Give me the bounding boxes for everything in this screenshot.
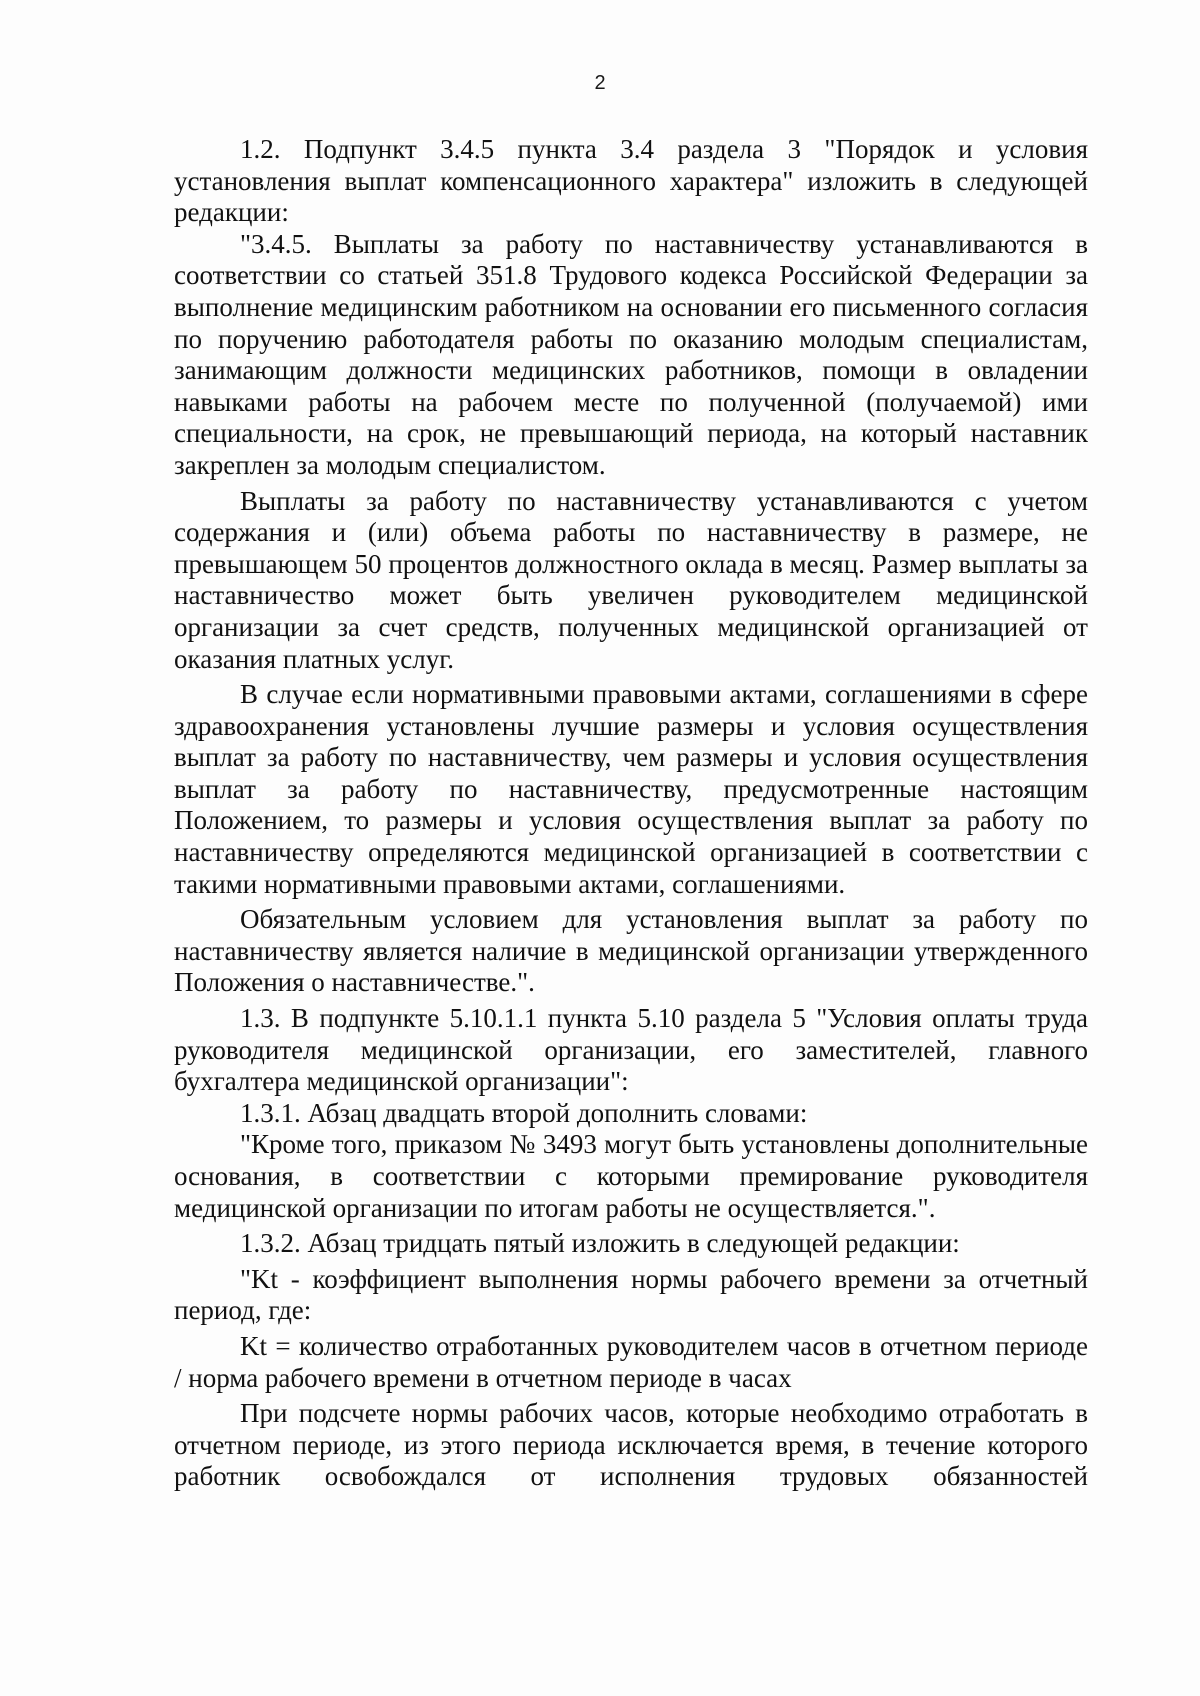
paragraph-1-3-2: 1.3.2. Абзац тридцать пятый изложить в следующей редакции: <box>240 1228 960 1259</box>
paragraph-mentoring-payments: Выплаты за работу по наставничеству устанавливаются с учетом содержания и (или) объема работы по наставничеству в размере, не превышающем 50 процентов должностного оклада в месяц. Размер выплаты за наставничество может быть увеличен руководителем медицинской организации за счет средств, полученных медицинской организацией от оказания платных услуг. <box>174 485 1088 674</box>
paragraph-order-3493: "Кроме того, приказом № 3493 могут быть установлены дополнительные основания, в соответствии с которыми премирование руководителя медицинской организации по итогам работы не осуществляется.". <box>174 1129 1088 1223</box>
document-body <box>174 134 1088 1493</box>
paragraph-3-4-5: "3.4.5. Выплаты за работу по наставничеству устанавливаются в соответствии со статьей 351.8 Трудового кодекса Российской Федерации за выполнение медицинским работником на основании его письменного согласия по поручению работодателя работы по оказанию молодым специалистам, занимающим должности медицинских работников, помощи в овладении навыками работы на рабочем месте по полученной (получаемой) ими специальности, на срок, не превышающий периода, на который наставник закреплен за молодым специалистом. <box>174 228 1088 480</box>
paragraph-mandatory-condition: Обязательным условием для установления выплат за работу по наставничеству является наличие в медицинской организации утвержденного Положения о наставничестве.". <box>174 904 1088 998</box>
paragraph-better-conditions: В случае если нормативными правовыми актами, соглашениями в сфере здравоохранения установлены лучшие размеры и условия осуществления выплат за работу по наставничеству, чем размеры и условия осуществления выплат за работу по наставничеству, предусмотренные настоящим Положением, то размеры и условия осуществления выплат за работу по наставничеству определяются медицинской организацией в соответствии с такими нормативными правовыми актами, соглашениями. <box>174 679 1088 899</box>
page-number: 2 <box>594 72 606 94</box>
paragraph-1-3: 1.3. В подпункте 5.10.1.1 пункта 5.10 раздела 5 "Условия оплаты труда руководителя медицинской организации, его заместителей, главного бухгалтера медицинской организации": <box>174 1003 1088 1097</box>
paragraph-1-3-1: 1.3.1. Абзац двадцать второй дополнить словами: <box>240 1097 808 1128</box>
paragraph-kt-definition: "Kt - коэффициент выполнения нормы рабочего времени за отчетный период, где: <box>174 1263 1088 1326</box>
paragraph-working-hours: При подсчете нормы рабочих часов, которые необходимо отработать в отчетном периоде, из этого периода исключается время, в течение которого работник освобождался от исполнения трудовых обязанностей <box>174 1398 1088 1492</box>
paragraph-kt-formula: Kt = количество отработанных руководителем часов в отчетном периоде / норма рабочего времени в отчетном периоде в часах <box>174 1330 1088 1393</box>
paragraph-1-2: 1.2. Подпункт 3.4.5 пункта 3.4 раздела 3 "Порядок и условия установления выплат компенсационного характера" изложить в следующей редакции: <box>174 134 1088 228</box>
